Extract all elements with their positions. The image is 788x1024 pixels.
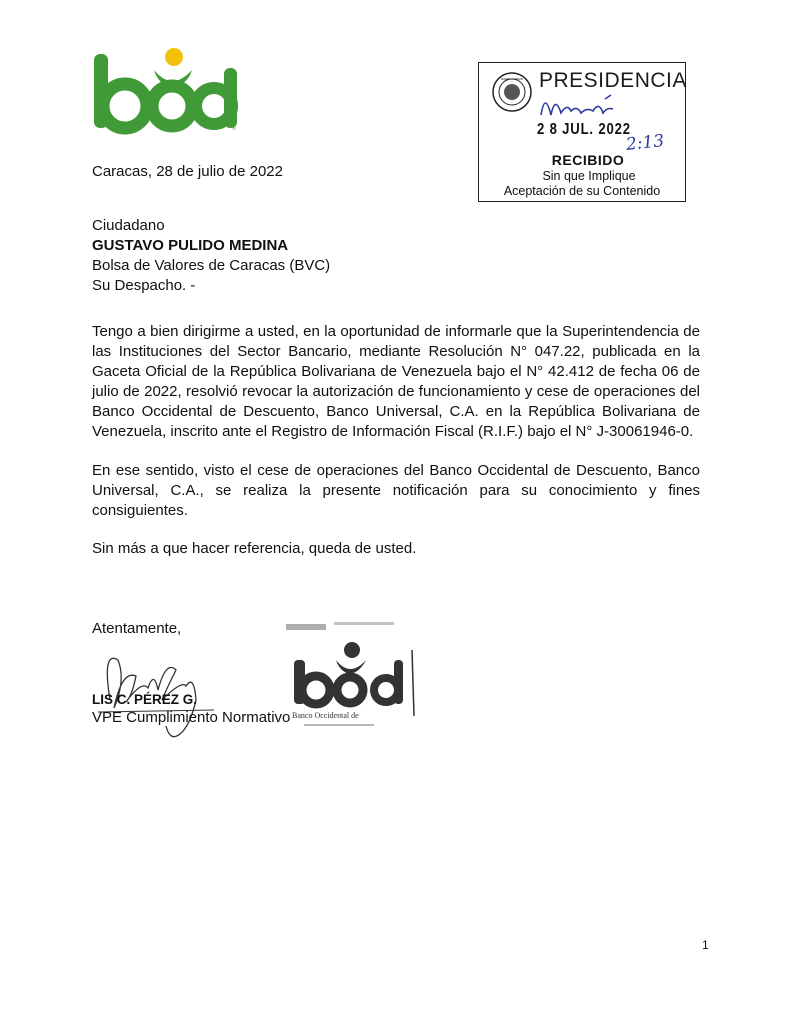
stamp-line-1: Sin que Implique [542,169,636,183]
reception-stamp [478,62,686,202]
stamp-date: 2 8 JUL. 2022 [537,121,631,138]
bank-stamp [284,620,424,728]
stamp-title: PRESIDENCIA [539,69,687,92]
signer-name: LIS C. PÉREZ G. [92,692,198,707]
recipient-salutation: Ciudadano [92,217,165,234]
recipient-name: GUSTAVO PULIDO MEDINA [92,237,289,254]
body-paragraph-2: En ese sentido, visto el cese de operaciones del Banco Occidental de Descuento, Banco Universal, C.A., se realiza la presente notificación para su conocimiento y fines consiguientes. [92,462,700,519]
signer-role: VPE Cumplimiento Normativo [92,709,291,726]
stamp-line-2: Aceptación de su Contenido [503,184,661,198]
recipient-org: Bolsa de Valores de Caracas (BVC) [92,257,331,274]
body-paragraph-3: Sin más a que hacer referencia, queda de usted. [92,540,417,557]
stamp-received: RECIBIDO [551,152,625,168]
svg-text:Banco Occidental de: Banco Occidental de [292,711,359,720]
bod-logo [92,44,242,136]
recipient-block [92,216,330,296]
svg-text:®: ® [232,126,236,132]
body-paragraph-1: Tengo a bien dirigirme a usted, en la oportunidad de informarle que la Superintendencia de las Instituciones del Sector Bancario, mediante Resolución N° 047.22, publicada en la Gaceta Oficial de la República Bolivariana de Venezuela bajo el N° 42.412 de fecha 06 de julio de 2022, resolvió revocar la autorización de funcionamiento y cese de operaciones del Banco Occidental de Descuento, Banco Universal, C.A. en la República Bolivariana de Venezuela, inscrito ante el Registro de Información Fiscal (R.I.F.) bajo el N° J-30061946-0. [92,323,700,440]
closing: Atentamente, [92,620,182,637]
letter-date: Caracas, 28 de julio de 2022 [92,163,283,180]
handwritten-signature [96,630,226,750]
seal-icon [491,71,533,113]
recipient-office: Su Despacho. - [92,277,196,294]
page-number: 1 [702,938,709,952]
stamp-time: 2:13 [625,131,666,155]
